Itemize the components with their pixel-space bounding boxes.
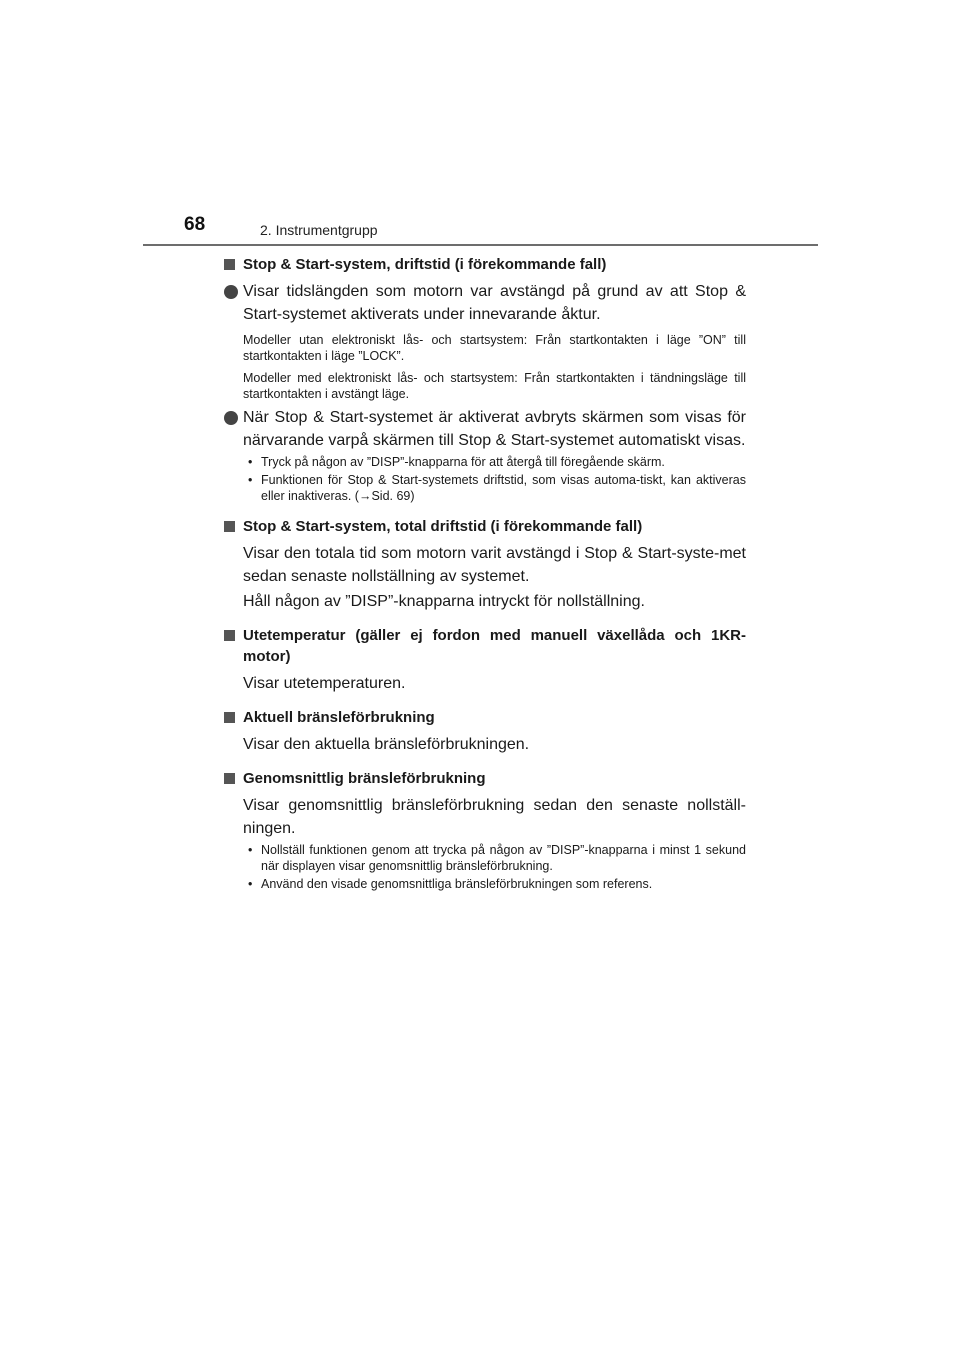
section-heading xyxy=(224,516,746,537)
small-dot-icon: • xyxy=(248,455,253,469)
page-content xyxy=(224,254,746,904)
heading-text: Aktuell bränsleförbrukning xyxy=(243,709,435,726)
sub-note xyxy=(224,842,746,874)
sub-note-text: Tryck på någon av ”DISP”-knapparna för att återgå till föregående skärm. xyxy=(261,455,665,469)
sub-note-text: Nollställ funktionen genom att trycka på någon av ”DISP”-knapparna i minst 1 sekund när displayen visar genomsnittlig bränsleförbrukning. xyxy=(261,843,746,873)
section-heading xyxy=(224,254,746,275)
body-text: Visar genomsnittlig bränsleförbrukning sedan den senaste nollställ-ningen. xyxy=(243,797,746,837)
body-text: Visar den totala tid som motorn varit avstängd i Stop & Start-syste-met sedan senaste nollställning av systemet. xyxy=(243,545,746,585)
square-bullet-icon xyxy=(224,773,235,784)
sub-note xyxy=(224,472,746,504)
small-dot-icon: • xyxy=(248,877,253,891)
circle-bullet-icon xyxy=(224,411,238,425)
note-text: Modeller med elektroniskt lås- och startsystem: Från startkontakten i tändningsläge till startkontakten i avstängt läge. xyxy=(243,371,746,401)
sub-note xyxy=(224,876,746,892)
heading-text: Utetemperatur (gäller ej fordon med manuell växellåda och 1KR-motor) xyxy=(243,627,746,665)
header-rule xyxy=(143,244,818,246)
chapter-title: 2. Instrumentgrupp xyxy=(260,222,378,238)
heading-text: Genomsnittlig bränsleförbrukning xyxy=(243,770,486,787)
section-heading xyxy=(224,625,746,667)
sub-note-text: Funktionen för Stop & Start-systemets driftstid, som visas automa-tiskt, kan aktiveras eller inaktiveras. (→Sid. 69) xyxy=(261,473,746,503)
small-dot-icon: • xyxy=(248,473,253,487)
section-aktuell-forbrukning xyxy=(224,707,746,756)
section-genomsnittlig-forbrukning xyxy=(224,768,746,892)
body-text: Visar den aktuella bränsleförbrukningen. xyxy=(243,736,530,753)
square-bullet-icon xyxy=(224,712,235,723)
square-bullet-icon xyxy=(224,259,235,270)
bullet-item xyxy=(224,280,746,326)
bullet-item xyxy=(224,406,746,452)
heading-text: Stop & Start-system, total driftstid (i förekommande fall) xyxy=(243,518,643,535)
page-number: 68 xyxy=(184,214,206,235)
section-stop-start-driftstid xyxy=(224,254,746,504)
square-bullet-icon xyxy=(224,630,235,641)
section-heading xyxy=(224,707,746,728)
section-utetemperatur xyxy=(224,625,746,695)
body-text: Håll någon av ”DISP”-knapparna intryckt för nollställning. xyxy=(243,593,645,610)
sub-note xyxy=(224,454,746,470)
square-bullet-icon xyxy=(224,521,235,532)
circle-bullet-icon xyxy=(224,285,238,299)
sub-note-text: Använd den visade genomsnittliga bränsleförbrukningen som referens. xyxy=(261,877,653,891)
section-stop-start-total xyxy=(224,516,746,613)
note-text: Modeller utan elektroniskt lås- och startsystem: Från startkontakten i läge ”ON” till startkontakten i läge ”LOCK”. xyxy=(243,333,746,363)
heading-text: Stop & Start-system, driftstid (i förekommande fall) xyxy=(243,256,607,273)
body-text: Visar utetemperaturen. xyxy=(243,675,406,692)
bullet-text: När Stop & Start-systemet är aktiverat avbryts skärmen som visas för närvarande varpå skärmen till Stop & Start-systemet automatiskt visas. xyxy=(243,409,746,449)
small-dot-icon: • xyxy=(248,843,253,857)
section-heading xyxy=(224,768,746,789)
bullet-text: Visar tidslängden som motorn var avstängd på grund av att Stop & Start-systemet aktiverats under innevarande åktur. xyxy=(243,283,746,323)
